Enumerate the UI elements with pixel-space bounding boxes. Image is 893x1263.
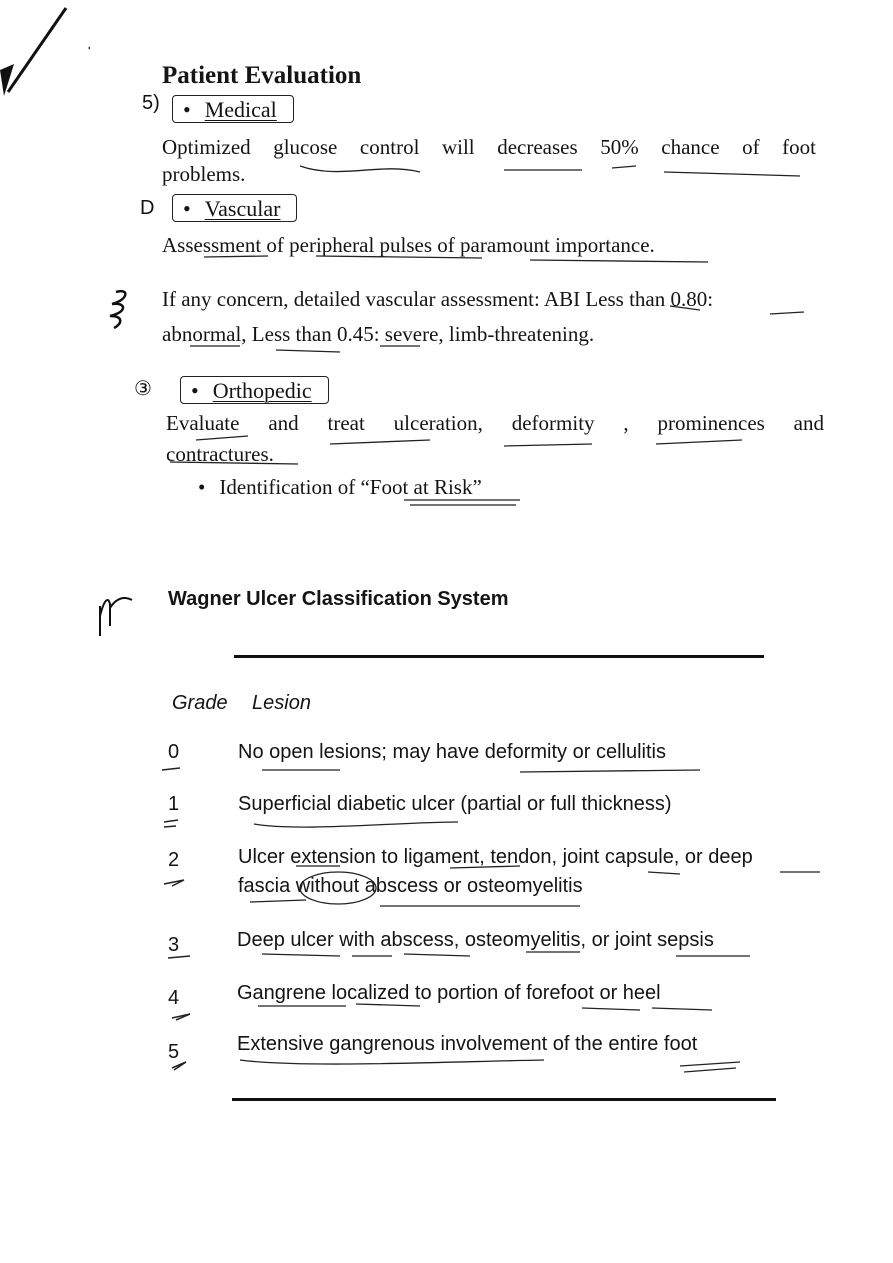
orthopedic-text-line1: Evaluate and treat ulceration, deformity , prominences and	[166, 411, 824, 435]
medical-text-line1: Optimized glucose control will decreases 50% chance of foot	[162, 135, 816, 159]
lesion-text: Deep ulcer with abscess, osteomyelitis, or joint sepsis	[237, 929, 714, 951]
lesion-column-header: Lesion	[252, 692, 311, 714]
grade-value: 0	[168, 741, 180, 763]
vascular-detail-line1: If any concern, detailed vascular assessment: ABI Less than 0.80:	[162, 287, 714, 311]
annotation-number: ③	[134, 378, 152, 400]
orthopedic-text-line2: contractures.	[166, 442, 274, 466]
vascular-heading: Vascular	[204, 196, 281, 221]
foot-at-risk-item: • Identification of “Foot at Risk”	[198, 475, 482, 499]
grade-column-header: Grade	[172, 692, 228, 714]
lesion-text: Extensive gangrenous involvement of the entire foot	[237, 1033, 698, 1055]
grade-value: 4	[168, 987, 180, 1009]
medical-heading-box: • Medical	[172, 95, 294, 123]
vascular-text: Assessment of peripheral pulses of paramount importance.	[162, 233, 655, 257]
orthopedic-heading: Orthopedic	[212, 378, 312, 403]
annotation-number: 5)	[142, 92, 160, 114]
vascular-heading-box: • Vascular	[172, 194, 297, 222]
grade-value: 1	[168, 793, 180, 815]
wagner-title: Wagner Ulcer Classification System	[168, 588, 509, 610]
annotation-number: D	[140, 197, 155, 219]
medical-text-line2: problems.	[162, 162, 246, 186]
medical-heading: Medical	[204, 97, 277, 122]
lesion-text: No open lesions; may have deformity or cellulitis	[238, 741, 666, 763]
lesion-text: Superficial diabetic ulcer (partial or full thickness)	[238, 793, 672, 815]
grade-value: 3	[168, 934, 180, 956]
grade-value: 2	[168, 849, 180, 871]
lesion-text: Gangrene localized to portion of forefoot or heel	[237, 982, 661, 1004]
grade-value: 5	[168, 1041, 180, 1063]
orthopedic-heading-box: • Orthopedic	[180, 376, 329, 404]
foot-at-risk-text: Identification of “Foot at Risk”	[219, 475, 482, 499]
vascular-detail-line2: abnormal, Less than 0.45: severe, limb-threatening.	[162, 322, 595, 346]
lesion-text-line1: Ulcer extension to ligament, tendon, joint capsule, or deep	[238, 846, 753, 868]
lesion-text-line2: fascia without abscess or osteomyelitis	[238, 875, 583, 897]
page-title: Patient Evaluation	[162, 62, 362, 89]
